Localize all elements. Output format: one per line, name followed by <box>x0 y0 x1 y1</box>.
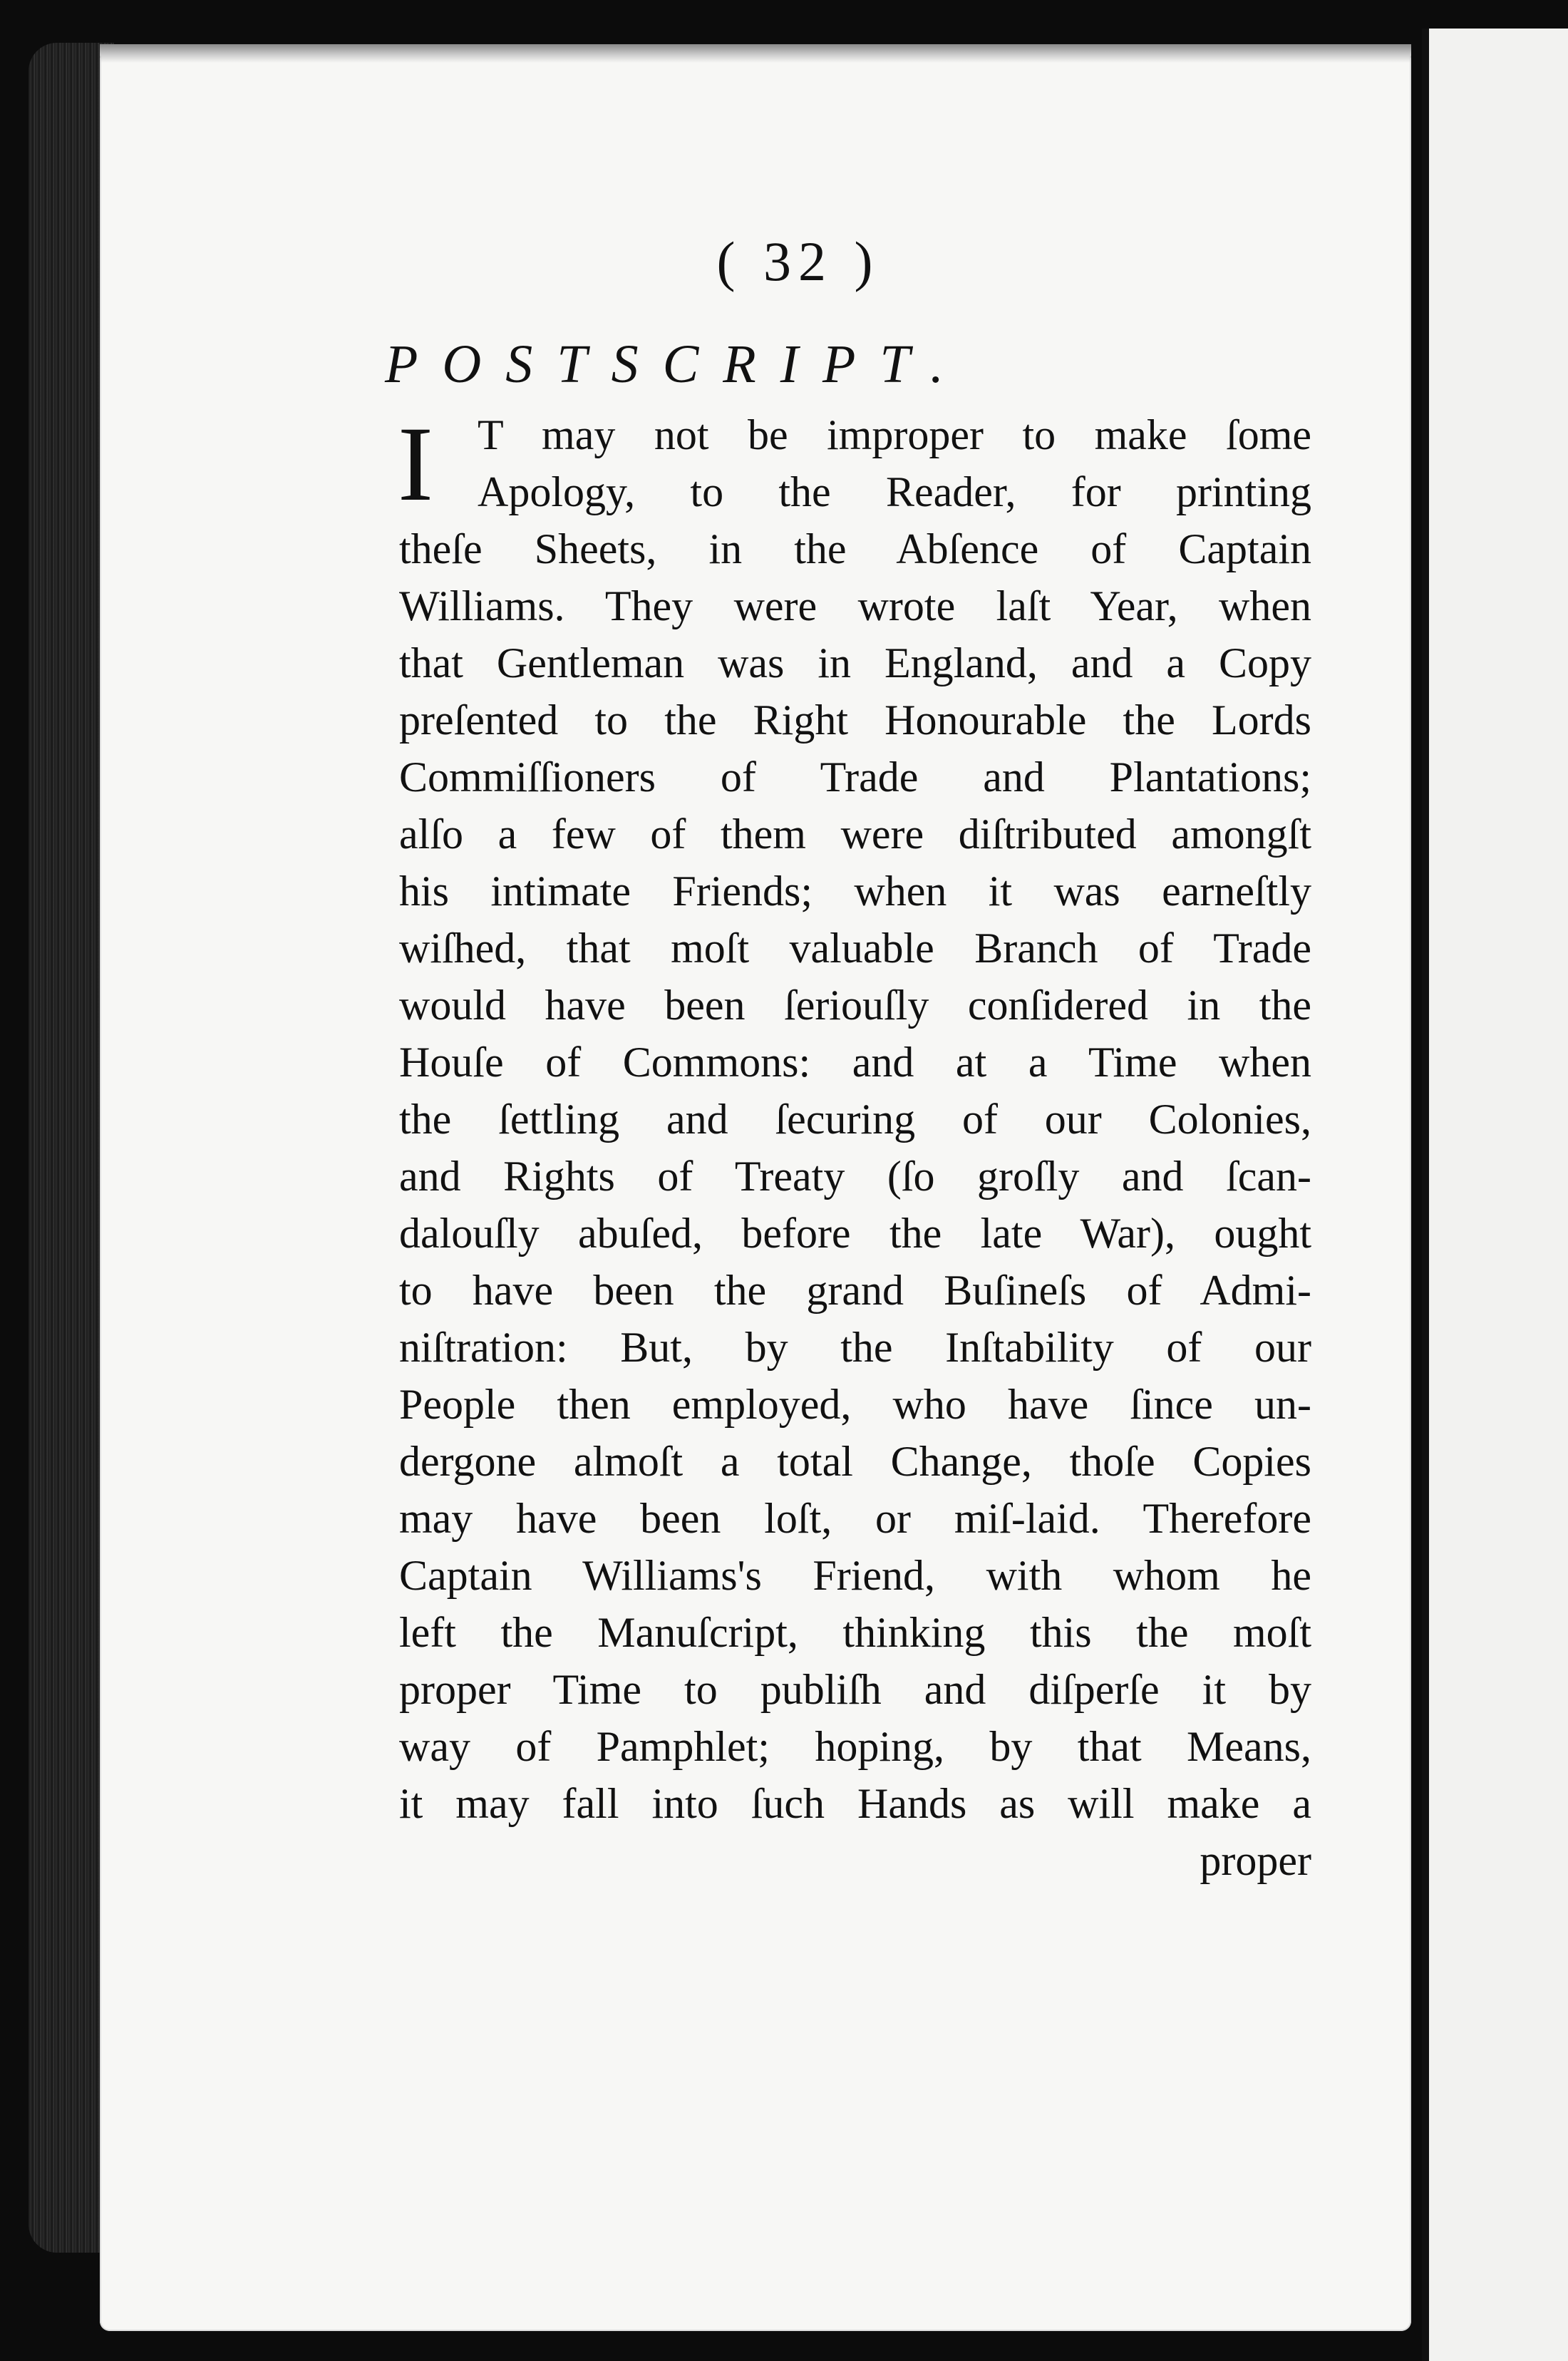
text-line: his intimate Friends; when it was earneſtly <box>399 868 1311 915</box>
catchword: proper <box>1200 1837 1311 1884</box>
text-line: dergone almoſt a total Change, thoſe Copies <box>399 1438 1311 1485</box>
text-line: proper Time to publiſh and diſperſe it by <box>399 1666 1311 1713</box>
text-line: Houſe of Commons: and at a Time when <box>399 1039 1311 1086</box>
text-line: wiſhed, that moſt valuable Branch of Trade <box>399 925 1311 972</box>
text-line: Williams. They were wrote laſt Year, when <box>399 582 1311 629</box>
text-line: People then employed, who have ſince un- <box>399 1381 1311 1428</box>
text-line: and Rights of Treaty (ſo groſly and ſcan- <box>399 1153 1311 1200</box>
page-number: ( 32 ) <box>716 230 880 292</box>
text-line: left the Manuſcript, thinking this the moſt <box>399 1609 1311 1656</box>
page-top-shadow <box>100 44 1411 63</box>
text-line: niſtration: But, by the Inſtability of our <box>399 1324 1311 1371</box>
text-line: T may not be improper to make ſome <box>478 411 1311 458</box>
text-line: alſo a few of them were diſtributed amongſt <box>399 811 1311 858</box>
text-line: preſented to the Right Honourable the Lords <box>399 696 1311 744</box>
text-line: that Gentleman was in England, and a Copy <box>399 639 1311 686</box>
text-line: it may fall into ſuch Hands as will make a <box>399 1780 1311 1827</box>
drop-cap: I <box>398 405 433 523</box>
text-line: Apology, to the Reader, for printing <box>478 468 1311 515</box>
right-leaf-paper <box>1422 29 1568 2361</box>
text-line: may have been loſt, or miſ-laid. Therefore <box>399 1495 1311 1542</box>
text-line: theſe Sheets, in the Abſence of Captain <box>399 525 1311 572</box>
text-line: the ſettling and ſecuring of our Colonies, <box>399 1096 1311 1143</box>
text-line: would have been ſeriouſly conſidered in the <box>399 982 1311 1029</box>
page-heading: POSTSCRIPT. <box>385 334 969 394</box>
body-text <box>399 406 1311 1889</box>
text-line: to have been the grand Buſineſs of Admi- <box>399 1267 1311 1314</box>
text-line: Commiſſioners of Trade and Plantations; <box>399 753 1311 801</box>
text-line: way of Pamphlet; hoping, by that Means, <box>399 1723 1311 1770</box>
text-line: dalouſly abuſed, before the late War), ought <box>399 1210 1311 1257</box>
text-line: Captain Williams's Friend, with whom he <box>399 1552 1311 1599</box>
